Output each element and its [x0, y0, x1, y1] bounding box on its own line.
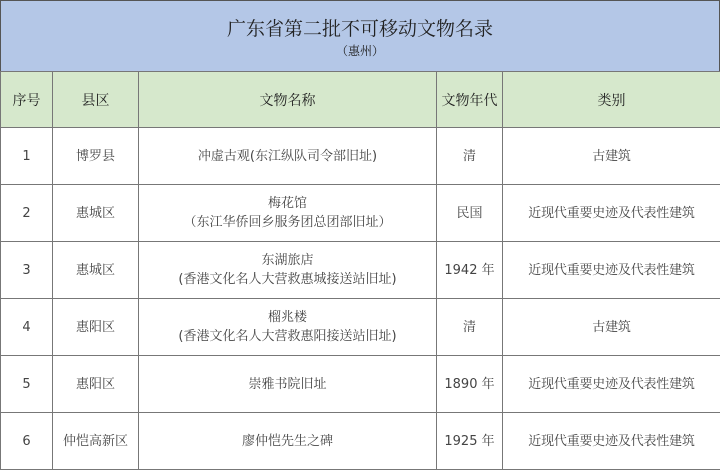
cell-seq: 5 [1, 356, 53, 413]
table-row [1, 299, 720, 356]
table-body [1, 128, 720, 470]
name-line-1: 东湖旅店 [139, 251, 436, 270]
cell-seq: 2 [1, 185, 53, 242]
cell-name [139, 242, 437, 299]
cell-county: 惠城区 [53, 185, 139, 242]
document-title: 广东省第二批不可移动文物名录 [1, 14, 719, 41]
heritage-table [0, 71, 720, 470]
header-type: 类别 [503, 72, 720, 128]
name-line-2: (香港文化名人大营救惠城接送站旧址) [139, 270, 436, 289]
cell-name [139, 128, 437, 185]
cell-seq: 3 [1, 242, 53, 299]
cell-name [139, 299, 437, 356]
header-row [1, 72, 720, 128]
cell-seq: 4 [1, 299, 53, 356]
cell-name [139, 356, 437, 413]
table-row [1, 128, 720, 185]
cell-county: 惠阳区 [53, 299, 139, 356]
cell-era: 清 [437, 299, 503, 356]
table-header [1, 72, 720, 128]
cell-seq: 1 [1, 128, 53, 185]
cell-name [139, 185, 437, 242]
name-line-1: 冲虚古观(东江纵队司令部旧址) [139, 147, 436, 166]
header-name: 文物名称 [139, 72, 437, 128]
cell-type: 近现代重要史迹及代表性建筑 [503, 185, 720, 242]
name-line-1: 梅花馆 [139, 194, 436, 213]
cell-type: 古建筑 [503, 128, 720, 185]
cell-type: 近现代重要史迹及代表性建筑 [503, 356, 720, 413]
cell-county: 惠城区 [53, 242, 139, 299]
cell-county: 惠阳区 [53, 356, 139, 413]
table-row [1, 185, 720, 242]
table-row [1, 356, 720, 413]
cell-seq: 6 [1, 413, 53, 470]
cell-county: 博罗县 [53, 128, 139, 185]
cell-type: 古建筑 [503, 299, 720, 356]
cell-era: 民国 [437, 185, 503, 242]
header-era: 文物年代 [437, 72, 503, 128]
cell-era: 1942 年 [437, 242, 503, 299]
cell-county: 仲恺高新区 [53, 413, 139, 470]
name-line-2: (香港文化名人大营救惠阳接送站旧址) [139, 327, 436, 346]
name-line-2: （东江华侨回乡服务团总团部旧址） [139, 213, 436, 232]
cell-type: 近现代重要史迹及代表性建筑 [503, 413, 720, 470]
name-line-1: 榴兆楼 [139, 308, 436, 327]
cell-era: 清 [437, 128, 503, 185]
cell-era: 1925 年 [437, 413, 503, 470]
cell-name [139, 413, 437, 470]
title-bar [0, 0, 720, 72]
cell-type: 近现代重要史迹及代表性建筑 [503, 242, 720, 299]
table-row [1, 413, 720, 470]
header-county: 县区 [53, 72, 139, 128]
table-row [1, 242, 720, 299]
document-subtitle: （惠州） [1, 42, 719, 59]
header-seq: 序号 [1, 72, 53, 128]
name-line-1: 崇雅书院旧址 [139, 375, 436, 394]
cell-era: 1890 年 [437, 356, 503, 413]
name-line-1: 廖仲恺先生之碑 [139, 432, 436, 451]
